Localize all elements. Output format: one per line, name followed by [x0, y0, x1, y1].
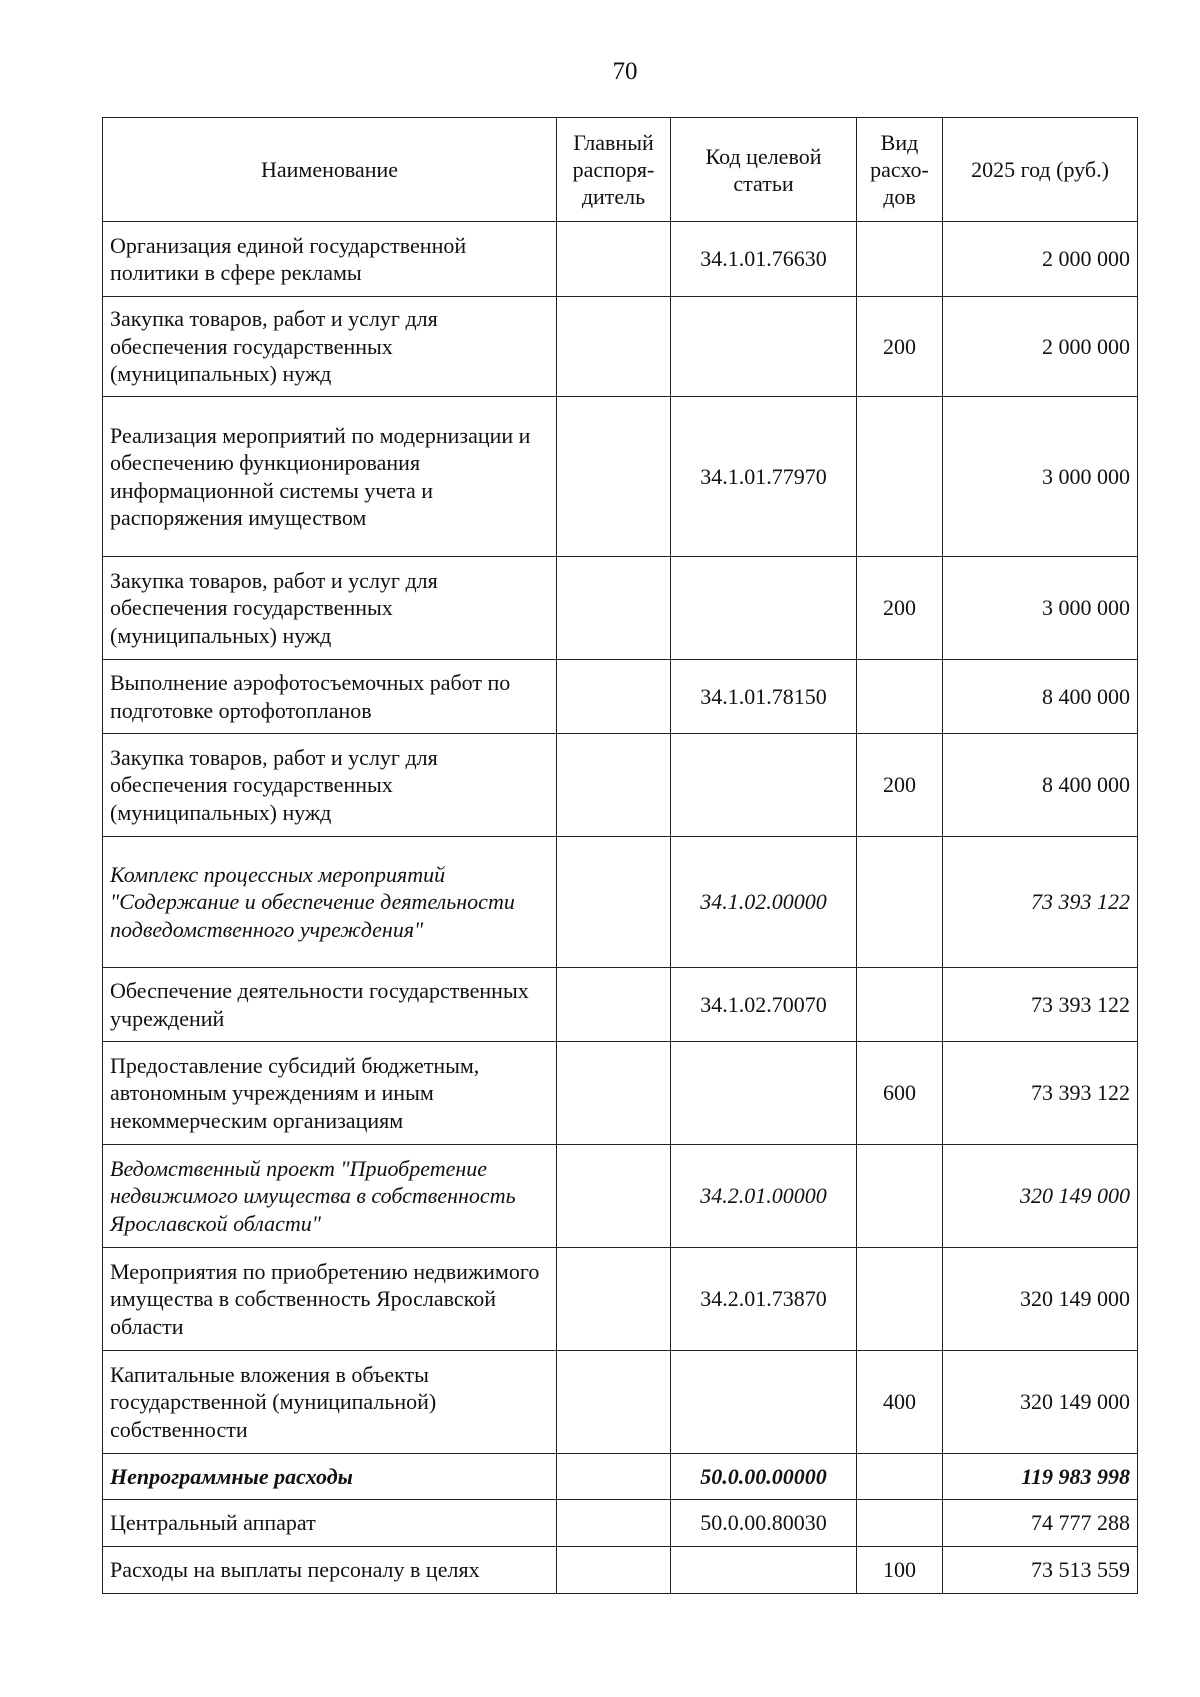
row-target-code: 50.0.00.80030	[671, 1500, 857, 1547]
row-amount: 2 000 000	[943, 297, 1138, 397]
row-name: Предоставление субсидий бюджетным, автономным учреждениям и иным некоммерческим организациям	[103, 1042, 557, 1145]
row-expense-type: 400	[857, 1351, 943, 1454]
row-amount: 74 777 288	[943, 1500, 1138, 1547]
row-name: Мероприятия по приобретению недвижимого имущества в собственность Ярославской области	[103, 1248, 557, 1351]
table-row	[103, 1547, 1138, 1594]
row-target-code	[671, 734, 857, 837]
row-amount: 8 400 000	[943, 660, 1138, 734]
row-name: Центральный аппарат	[103, 1500, 557, 1547]
row-main-manager	[557, 660, 671, 734]
header-year: 2025 год (руб.)	[943, 118, 1138, 222]
row-name: Закупка товаров, работ и услуг для обеспечения государственных (муниципальных) нужд	[103, 734, 557, 837]
table-row	[103, 837, 1138, 968]
row-amount: 73 393 122	[943, 968, 1138, 1042]
row-expense-type	[857, 837, 943, 968]
row-target-code: 34.2.01.00000	[671, 1145, 857, 1248]
table-row	[103, 397, 1138, 557]
header-name: Наименование	[103, 118, 557, 222]
row-target-code: 34.1.01.76630	[671, 222, 857, 297]
row-main-manager	[557, 1351, 671, 1454]
table-row	[103, 968, 1138, 1042]
row-amount: 8 400 000	[943, 734, 1138, 837]
header-target-code: Код целевой статьи	[671, 118, 857, 222]
row-target-code: 34.1.02.70070	[671, 968, 857, 1042]
table-row	[103, 222, 1138, 297]
row-amount: 2 000 000	[943, 222, 1138, 297]
row-main-manager	[557, 1042, 671, 1145]
row-expense-type	[857, 1248, 943, 1351]
row-amount: 3 000 000	[943, 557, 1138, 660]
row-target-code: 34.1.02.00000	[671, 837, 857, 968]
row-name: Капитальные вложения в объекты государственной (муниципальной) собственности	[103, 1351, 557, 1454]
row-expense-type	[857, 968, 943, 1042]
row-target-code	[671, 1547, 857, 1594]
row-expense-type: 200	[857, 297, 943, 397]
row-amount: 119 983 998	[943, 1454, 1138, 1500]
row-name: Комплекс процессных мероприятий "Содержание и обеспечение деятельности подведомственного учреждения"	[103, 837, 557, 968]
row-main-manager	[557, 1454, 671, 1500]
row-expense-type	[857, 1454, 943, 1500]
row-name: Ведомственный проект "Приобретение недвижимого имущества в собственность Ярославской области"	[103, 1145, 557, 1248]
header-expense-type: Вид расхо-дов	[857, 118, 943, 222]
row-name: Реализация мероприятий по модернизации и обеспечению функционирования информационной системы учета и распоряжения имуществом	[103, 397, 557, 557]
row-expense-type	[857, 397, 943, 557]
row-name: Организация единой государственной политики в сфере рекламы	[103, 222, 557, 297]
row-name: Закупка товаров, работ и услуг для обеспечения государственных (муниципальных) нужд	[103, 557, 557, 660]
row-name: Закупка товаров, работ и услуг для обеспечения государственных (муниципальных) нужд	[103, 297, 557, 397]
row-main-manager	[557, 297, 671, 397]
table-row	[103, 1500, 1138, 1547]
row-name: Непрограммные расходы	[103, 1454, 557, 1500]
row-target-code	[671, 557, 857, 660]
row-name: Расходы на выплаты персоналу в целях	[103, 1547, 557, 1594]
table-row	[103, 660, 1138, 734]
row-target-code: 34.1.01.77970	[671, 397, 857, 557]
row-name: Выполнение аэрофотосъемочных работ по подготовке ортофотопланов	[103, 660, 557, 734]
row-expense-type: 200	[857, 557, 943, 660]
table-row	[103, 1454, 1138, 1500]
row-expense-type: 600	[857, 1042, 943, 1145]
page-number: 70	[612, 58, 638, 85]
row-main-manager	[557, 1145, 671, 1248]
row-main-manager	[557, 1500, 671, 1547]
row-main-manager	[557, 968, 671, 1042]
row-amount: 3 000 000	[943, 397, 1138, 557]
row-target-code: 34.2.01.73870	[671, 1248, 857, 1351]
table-header-row	[103, 118, 1138, 222]
row-main-manager	[557, 222, 671, 297]
row-main-manager	[557, 397, 671, 557]
row-target-code: 34.1.01.78150	[671, 660, 857, 734]
row-expense-type: 200	[857, 734, 943, 837]
row-target-code	[671, 1351, 857, 1454]
row-expense-type: 100	[857, 1547, 943, 1594]
row-main-manager	[557, 734, 671, 837]
table-row	[103, 557, 1138, 660]
row-amount: 320 149 000	[943, 1248, 1138, 1351]
table-row	[103, 1248, 1138, 1351]
row-target-code	[671, 297, 857, 397]
table-row	[103, 1351, 1138, 1454]
row-main-manager	[557, 557, 671, 660]
table-row	[103, 734, 1138, 837]
row-amount: 73 393 122	[943, 837, 1138, 968]
row-target-code	[671, 1042, 857, 1145]
row-main-manager	[557, 1248, 671, 1351]
row-expense-type	[857, 1145, 943, 1248]
row-target-code: 50.0.00.00000	[671, 1454, 857, 1500]
row-expense-type	[857, 660, 943, 734]
table-row	[103, 297, 1138, 397]
row-expense-type	[857, 222, 943, 297]
row-amount: 73 393 122	[943, 1042, 1138, 1145]
row-expense-type	[857, 1500, 943, 1547]
row-amount: 73 513 559	[943, 1547, 1138, 1594]
row-main-manager	[557, 837, 671, 968]
header-main-manager: Главный распоря-дитель	[557, 118, 671, 222]
row-name: Обеспечение деятельности государственных учреждений	[103, 968, 557, 1042]
row-main-manager	[557, 1547, 671, 1594]
table-row	[103, 1145, 1138, 1248]
budget-table	[102, 117, 1138, 1594]
table-row	[103, 1042, 1138, 1145]
row-amount: 320 149 000	[943, 1145, 1138, 1248]
row-amount: 320 149 000	[943, 1351, 1138, 1454]
